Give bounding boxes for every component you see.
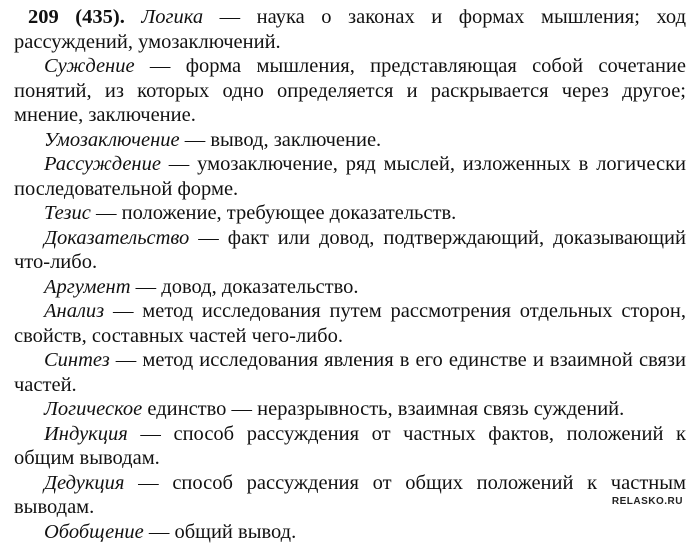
entry-reasoning [14, 152, 686, 201]
definition: — вывод, заключение. [180, 129, 382, 151]
term: Рассуждение [44, 153, 161, 175]
definition: — наука о законах и формах мышления; ход рассуждений, умозаключений. [14, 6, 686, 53]
entry-judgment [14, 54, 686, 128]
definition: — довод, доказательство. [131, 276, 359, 298]
entry-synthesis [14, 348, 686, 397]
definition: — способ рассуждения от частных фактов, положений к общим выводам. [14, 423, 686, 470]
entry-induction [14, 422, 686, 471]
definition: — метод исследования путем рассмотрения отдельных сторон, свойств, составных частей чего-либо. [14, 300, 686, 347]
term: Индукция [44, 423, 128, 445]
entry-thesis [14, 201, 686, 226]
term: Аргумент [44, 276, 131, 298]
term: Доказательство [44, 227, 189, 249]
term: Логическое [44, 398, 142, 420]
term: Дедукция [44, 472, 124, 494]
entry-analysis [14, 299, 686, 348]
entry-proof [14, 226, 686, 275]
entry-generalization [14, 520, 686, 544]
definition: — способ рассуждения от общих положений к частным выводам. [14, 472, 686, 519]
definition: — положение, требующее доказательств. [91, 202, 456, 224]
term: Анализ [44, 300, 104, 322]
term: Умозаключение [44, 129, 180, 151]
entry-logical-unity [14, 397, 686, 422]
definition: — общий вывод. [144, 521, 297, 543]
exercise-text [14, 5, 686, 544]
term: Обобщение [44, 521, 144, 543]
site-watermark: RELASKO.RU [612, 496, 683, 507]
exercise-number: 209 (435). [28, 6, 125, 28]
definition: — метод исследования явления в его единстве и взаимной связи частей. [14, 349, 686, 396]
term: Синтез [44, 349, 110, 371]
definition: — умозаключение, ряд мыслей, изложенных в логически последовательной форме. [14, 153, 686, 200]
entry-logic [14, 5, 686, 54]
definition: — факт или довод, подтверждающий, доказывающий что-либо. [14, 227, 686, 274]
entry-deduction [14, 471, 686, 520]
definition: — форма мышления, представляющая собой сочетание понятий, из которых одно определяется и раскрывается через другое; мнение, заключение. [14, 55, 686, 126]
definition: единство — неразрывность, взаимная связь суждений. [142, 398, 624, 420]
term: Логика [141, 6, 203, 28]
term: Тезис [44, 202, 91, 224]
entry-inference [14, 128, 686, 153]
term: Суждение [44, 55, 135, 77]
entry-argument [14, 275, 686, 300]
